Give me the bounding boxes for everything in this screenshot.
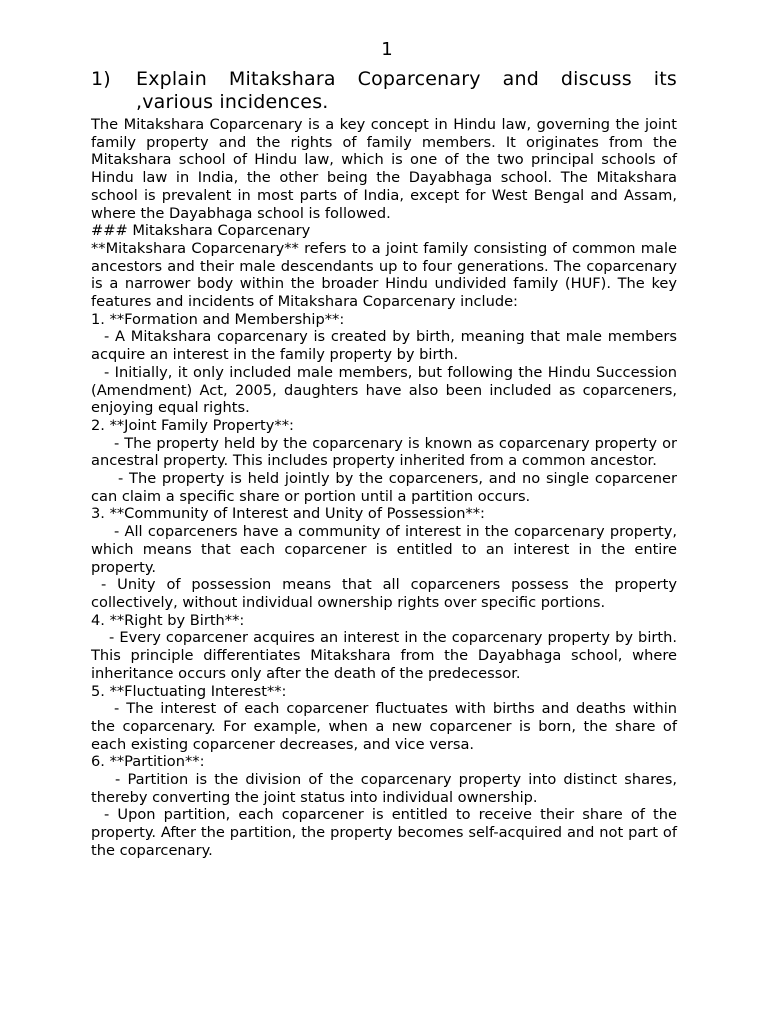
list-item-heading: 5. **Fluctuating Interest**: [91,682,287,700]
list-item-heading: 3. **Community of Interest and Unity of Possession**: [91,505,485,523]
list-item-heading: 6. **Partition**: [91,753,205,771]
list-item-bullet: - Upon partition, each coparcener is entitled to receive their share of the property. After the partition, the property becomes self-acquired and not part of the coparcenary. [91,806,677,859]
list-item-bullet: - The property held by the coparcenary is known as coparcenary property or ancestral property. This includes property inherited from a common ancestor. [91,434,677,470]
list-item-bullet: - Initially, it only included male members, but following the Hindu Succession (Amendment) Act, 2005, daughters have also been included as coparceners, enjoying equal rights. [91,363,677,417]
list-item-bullet: - Every coparcener acquires an interest in the coparcenary property by birth. This principle differentiates Mitakshara from the Dayabhaga school, where inheritance occurs only after the death of the predecessor. [91,629,677,682]
section-heading-markdown: ### Mitakshara Coparcenary [91,222,311,240]
list-item-bullet: - A Mitakshara coparcenary is created by birth, meaning that male members acquire an interest in the family property by birth. [91,328,677,364]
list-item-bullet: - Unity of possession means that all coparceners possess the property collectively, without individual ownership rights over specific portions. [91,576,677,611]
list-item-bullet: - The interest of each coparcener fluctuates with births and deaths within the coparcenary. For example, when a new coparcener is born, the share of each existing coparcener decreases, and vice versa. [91,700,677,753]
intro-paragraph: The Mitakshara Coparcenary is a key concept in Hindu law, governing the joint family property and the rights of family members. It originates from the Mitakshara school of Hindu law, which is one of the two principal schools of Hindu law in India, the other being the Dayabhaga school. The Mitakshara school is prevalent in most parts of India, except for West Bengal and Assam, where the Dayabhaga school is followed. [91,116,677,222]
question-heading [91,68,677,114]
document-body [91,116,677,860]
list-item-bullet: - The property is held jointly by the coparceners, and no single coparcener can claim a specific share or portion until a partition occurs. [91,470,677,505]
list-item-bullet: - All coparceners have a community of interest in the coparcenary property, which means that each coparcener is entitled to an interest in the entire property. [91,523,677,576]
definition-paragraph: **Mitakshara Coparcenary** refers to a joint family consisting of common male ancestors and their male descendants up to four generations. The coparcenary is a narrower body within the broader Hindu undivided family (HUF). The key features and incidents of Mitakshara Coparcenary include: [91,239,677,311]
list-item-heading: 2. **Joint Family Property**: [91,416,294,434]
question-number: 1) [91,68,111,90]
question-text: Explain Mitakshara Coparcenary and discuss its ,various incidences. [136,68,677,113]
list-item-bullet: - Partition is the division of the coparcenary property into distinct shares, thereby converting the joint status into individual ownership. [91,771,677,806]
list-item-heading: 1. **Formation and Membership**: [91,310,345,328]
page-number: 1 [381,39,393,60]
list-item-heading: 4. **Right by Birth**: [91,611,245,629]
